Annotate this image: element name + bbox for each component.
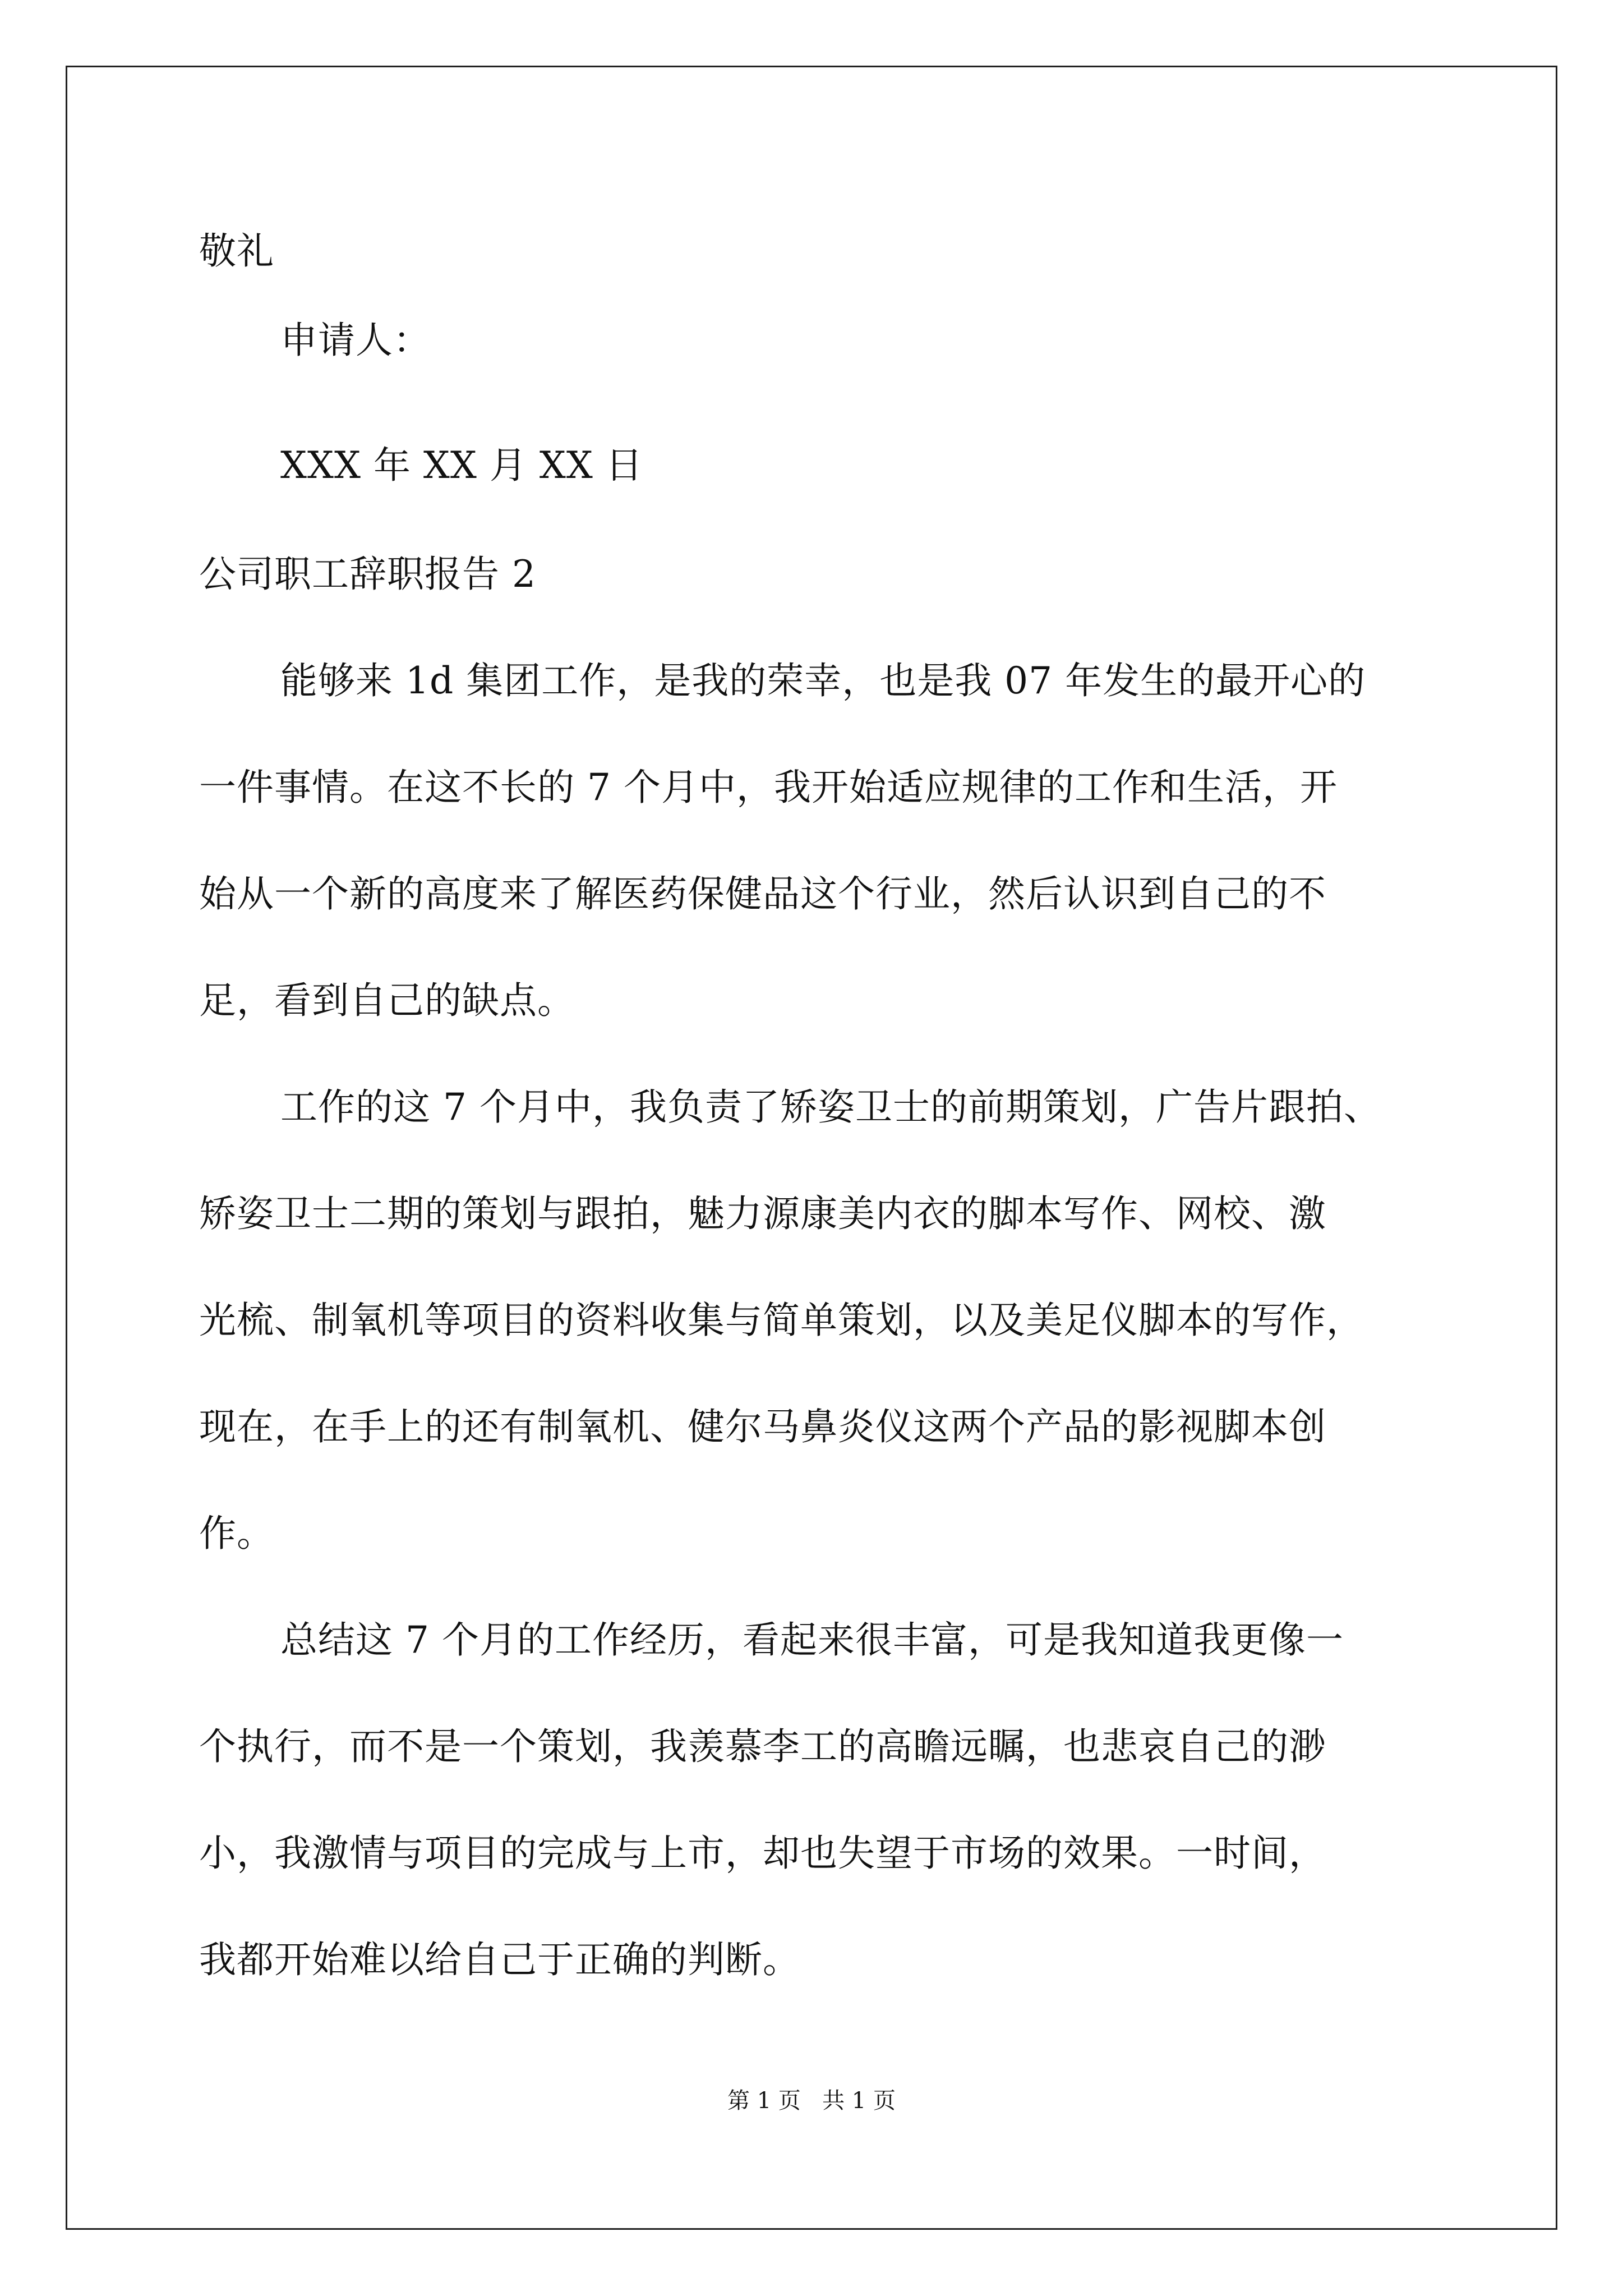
page-footer: 第 1 页 共 1 页 xyxy=(727,2088,896,2114)
paragraph-2-line-3: 光梳、制氧机等项目的资料收集与简单策划，以及美足仪脚本的写作， xyxy=(199,1299,1364,1342)
paragraph-2-line-1: 工作的这 7 个月中，我负责了矫姿卫士的前期策划，广告片跟拍、 xyxy=(280,1085,1381,1129)
paragraph-1-line-3: 始从一个新的高度来了解医药保健品这个行业，然后认识到自己的不 xyxy=(199,872,1326,915)
paragraph-2-line-2: 矫姿卫士二期的策划与跟拍，魅力源康美内衣的脚本写作、网校、激 xyxy=(199,1192,1326,1235)
paragraph-3-line-3: 小，我激情与项目的完成与上市，却也失望于市场的效果。一时间， xyxy=(199,1832,1326,1875)
closing-salutation: 敬礼 xyxy=(199,229,274,273)
paragraph-3-line-1: 总结这 7 个月的工作经历，看起来很丰富，可是我知道我更像一 xyxy=(280,1618,1344,1662)
paragraph-3-line-4: 我都开始难以给自己于正确的判断。 xyxy=(199,1938,800,1981)
paragraph-1-line-1: 能够来 1d 集团工作，是我的荣幸，也是我 07 年发生的最开心的 xyxy=(280,659,1366,702)
paragraph-1-line-4: 足，看到自己的缺点。 xyxy=(199,979,575,1022)
paragraph-2-line-4: 现在，在手上的还有制氧机、健尔马鼻炎仪这两个产品的影视脚本创 xyxy=(199,1405,1326,1448)
signature-date: XXX 年 XX 月 XX 日 xyxy=(280,444,643,487)
paragraph-3-line-2: 个执行，而不是一个策划，我羡慕李工的高瞻远瞩，也悲哀自己的渺 xyxy=(199,1725,1326,1768)
applicant-label: 申请人： xyxy=(280,319,431,362)
paragraph-1-line-2: 一件事情。在这不长的 7 个月中，我开始适应规律的工作和生活，开 xyxy=(199,766,1338,809)
paragraph-2-line-5: 作。 xyxy=(199,1512,274,1555)
section-title: 公司职工辞职报告 2 xyxy=(199,553,536,596)
page-border xyxy=(66,66,1557,2230)
